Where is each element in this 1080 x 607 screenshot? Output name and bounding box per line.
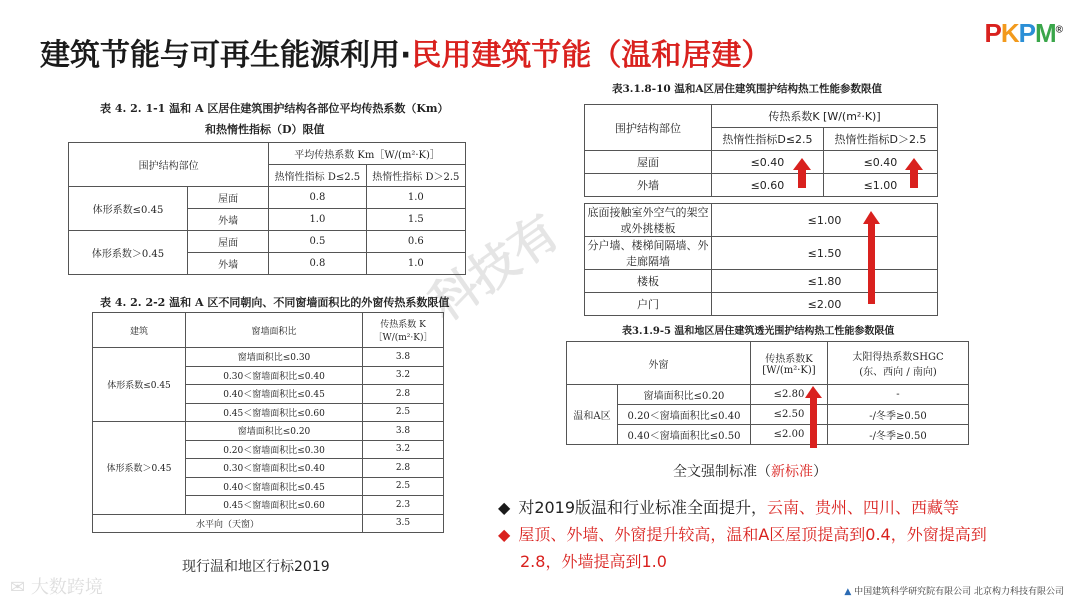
group-cell: 体形系数＞0.45 bbox=[93, 422, 186, 515]
zone-cell: 温和A区 bbox=[567, 385, 618, 445]
logo-reg: ® bbox=[1055, 24, 1062, 36]
cell: 楼板 bbox=[585, 270, 712, 293]
bullet-item-2 bbox=[498, 521, 987, 548]
up-arrow-icon bbox=[863, 211, 880, 304]
cell: 外墙 bbox=[585, 174, 712, 197]
cell: 1.0 bbox=[366, 187, 465, 209]
bullet-item-2-cont bbox=[498, 548, 987, 575]
footer-left-text: 大数跨境 bbox=[30, 577, 103, 598]
left-footer-caption: 现行温和地区行标2019 bbox=[182, 559, 330, 575]
header-cell: 围护结构部位 bbox=[69, 143, 269, 187]
cell: 3.2 bbox=[363, 440, 444, 459]
org-logo-icon: ▲ bbox=[844, 587, 852, 597]
header-cell: 外窗 bbox=[567, 342, 751, 385]
cell: 0.30＜窗墙面积比≤0.40 bbox=[186, 366, 363, 385]
cell: 0.5 bbox=[269, 231, 366, 253]
cell: 屋面 bbox=[585, 151, 712, 174]
header-k-unit: [W/(m²·K)] bbox=[762, 365, 816, 376]
cell: ≤0.40 bbox=[823, 151, 937, 174]
diamond-icon: ◆ bbox=[498, 525, 511, 544]
title-main: 建筑节能与可再生能源利用· bbox=[40, 38, 412, 73]
cell: ≤2.00 bbox=[751, 425, 828, 445]
left-table2-caption: 表 4. 2. 2-2 温和 A 区不同朝向、不同窗墙面积比的外窗传热系数限值 bbox=[100, 296, 450, 309]
up-arrow-icon bbox=[805, 386, 822, 448]
bullet-text-red: 云南、贵州、四川、西藏等 bbox=[767, 498, 960, 517]
cell: 2.3 bbox=[363, 496, 444, 515]
diamond-icon: ◆ bbox=[498, 498, 511, 517]
cell: - bbox=[828, 385, 969, 405]
cell: 户门 bbox=[585, 293, 712, 316]
header-shgc-sub: (东、西向 / 南向) bbox=[859, 367, 937, 378]
group-cell: 体形系数＞0.45 bbox=[69, 231, 188, 275]
footer-watermark bbox=[10, 573, 103, 599]
bullet-text-red: 2.8，外墙提高到1.0 bbox=[520, 552, 667, 571]
cell: 外墙 bbox=[188, 209, 269, 231]
cell: 2.8 bbox=[363, 385, 444, 404]
header-cell: 建筑 bbox=[93, 313, 186, 348]
cell: 分户墙、楼梯间隔墙、外走廊隔墙 bbox=[585, 237, 712, 270]
left-table1-caption-1: 表 4. 2. 1-1 温和 A 区居住建筑围护结构各部位平均传热系数（Km） bbox=[100, 102, 449, 115]
cell: 0.45＜窗墙面积比≤0.60 bbox=[186, 403, 363, 422]
footer-org-logos bbox=[844, 584, 1064, 597]
cell: 0.40＜窗墙面积比≤0.45 bbox=[186, 477, 363, 496]
cell: 3.8 bbox=[363, 348, 444, 367]
cell: 2.5 bbox=[363, 477, 444, 496]
right-caption-text: 全文强制标准（ bbox=[673, 464, 771, 480]
cell: ≤2.50 bbox=[751, 405, 828, 425]
header-k: 传热系数K bbox=[765, 354, 813, 365]
cell: ≤1.00 bbox=[712, 204, 938, 237]
cell: 水平向（天窗） bbox=[93, 514, 363, 533]
cell: ≤1.80 bbox=[712, 270, 938, 293]
cell: 3.8 bbox=[363, 422, 444, 441]
header-k-unit: ［W/(m²·K)］ bbox=[373, 333, 433, 343]
cell: 屋面 bbox=[188, 231, 269, 253]
logo-letter-2: K bbox=[1000, 18, 1019, 48]
cell: 窗墙面积比≤0.20 bbox=[618, 385, 751, 405]
cell: 3.2 bbox=[363, 366, 444, 385]
cell: 0.20＜窗墙面积比≤0.30 bbox=[186, 440, 363, 459]
cell: 屋面 bbox=[188, 187, 269, 209]
group-cell: 体形系数≤0.45 bbox=[93, 348, 186, 422]
cell: -/冬季≥0.50 bbox=[828, 405, 969, 425]
bullet-text: 对2019版温和行业标准全面提升， bbox=[518, 498, 768, 517]
cell: 2.5 bbox=[363, 403, 444, 422]
right-caption bbox=[673, 461, 827, 481]
header-cell: 热惰性指标D＞2.5 bbox=[823, 128, 937, 151]
left-table1-caption-2: 和热惰性指标（D）限值 bbox=[205, 123, 325, 136]
right-caption-end: ） bbox=[813, 464, 827, 480]
cell: 0.6 bbox=[366, 231, 465, 253]
cell: 0.30＜窗墙面积比≤0.40 bbox=[186, 459, 363, 478]
cell: 窗墙面积比≤0.30 bbox=[186, 348, 363, 367]
logo-letter-3: P bbox=[1018, 18, 1035, 48]
cell: 1.5 bbox=[366, 209, 465, 231]
header-cell: 热惰性指标 D≤2.5 bbox=[269, 165, 366, 187]
right-table1-caption: 表3.1.8-10 温和A区居住建筑围护结构热工性能参数限值 bbox=[612, 83, 882, 95]
up-arrow-icon bbox=[793, 158, 811, 188]
cell: ≤0.40 bbox=[712, 151, 824, 174]
camera-icon: ✉ bbox=[10, 577, 26, 598]
cell: 1.0 bbox=[366, 253, 465, 275]
watermark: 科技有 bbox=[419, 203, 570, 333]
header-cell: 窗墙面积比 bbox=[186, 313, 363, 348]
header-cell: 热惰性指标 D＞2.5 bbox=[366, 165, 465, 187]
logo-letter-4: M bbox=[1034, 18, 1056, 48]
cell: 窗墙面积比≤0.20 bbox=[186, 422, 363, 441]
footer-right-text: 中国建筑科学研究院有限公司 北京构力科技有限公司 bbox=[854, 587, 1064, 597]
header-cell: 传热系数K [W/(m²·K)] bbox=[712, 105, 938, 128]
cell: 0.40＜窗墙面积比≤0.50 bbox=[618, 425, 751, 445]
cell: 3.5 bbox=[363, 514, 444, 533]
cell: 2.8 bbox=[363, 459, 444, 478]
header-cell: 平均传热系数 Km［W/(m²·K)］ bbox=[269, 143, 466, 165]
title-red: 民用建筑节能（温和居建） bbox=[411, 38, 772, 73]
right-caption-red: 新标准 bbox=[771, 464, 813, 480]
cell: 1.0 bbox=[269, 209, 366, 231]
cell: ≤1.50 bbox=[712, 237, 938, 270]
group-cell: 体形系数≤0.45 bbox=[69, 187, 188, 231]
cell: 0.8 bbox=[269, 187, 366, 209]
bullet-list bbox=[498, 494, 987, 575]
right-table2-caption: 表3.1.9-5 温和地区居住建筑透光围护结构热工性能参数限值 bbox=[622, 326, 895, 337]
cell: ≤2.00 bbox=[712, 293, 938, 316]
cell: 外墙 bbox=[188, 253, 269, 275]
cell: 0.20＜窗墙面积比≤0.40 bbox=[618, 405, 751, 425]
cell: 0.45＜窗墙面积比≤0.60 bbox=[186, 496, 363, 515]
cell: ≤0.60 bbox=[712, 174, 824, 197]
cell: 底面接触室外空气的架空或外挑楼板 bbox=[585, 204, 712, 237]
cell: ≤2.80 bbox=[751, 385, 828, 405]
header-cell: 围护结构部位 bbox=[585, 105, 712, 151]
up-arrow-icon bbox=[905, 158, 923, 188]
header-cell: 热惰性指标D≤2.5 bbox=[712, 128, 824, 151]
logo-letter-1: P bbox=[984, 18, 1001, 48]
bullet-text-red: 屋顶、外墙、外窗提升较高，温和A区屋顶提高到0.4，外窗提高到 bbox=[518, 525, 987, 544]
header-k: 传热系数 K bbox=[380, 320, 426, 330]
cell: ≤1.00 bbox=[823, 174, 937, 197]
cell: 0.40＜窗墙面积比≤0.45 bbox=[186, 385, 363, 404]
bullet-item-1 bbox=[498, 494, 987, 521]
header-shgc: 太阳得热系数SHGC bbox=[852, 352, 944, 363]
cell: 0.8 bbox=[269, 253, 366, 275]
cell: -/冬季≥0.50 bbox=[828, 425, 969, 445]
